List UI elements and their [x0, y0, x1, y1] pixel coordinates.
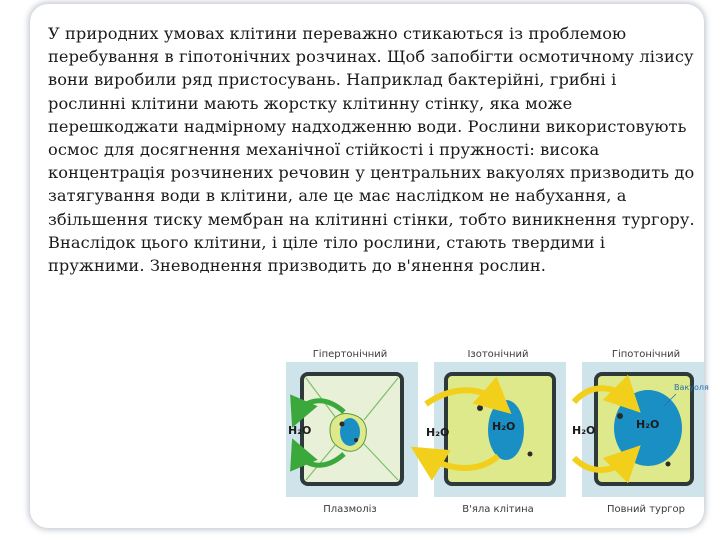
- water-label-cell1: H₂O: [288, 424, 312, 437]
- vacuole-label: Вакуоля: [674, 383, 709, 392]
- cell-hypotonic: [572, 362, 709, 497]
- osmosis-illustration: [284, 344, 709, 522]
- cell-hypertonic: [286, 362, 418, 497]
- water-label-cell2-out: H₂O: [426, 426, 450, 439]
- water-label-cell2-in: H₂O: [492, 420, 516, 433]
- body-paragraph: У природних умовах клітини переважно стикаються із проблемою перебування в гіпотонічних розчинах. Щоб запобігти осмотичному лізису вони виробили ряд пристосувань. Наприклад бактерійні, грибні і рослинні клітини мають жорстку клітинну стінку, яка може перешкоджати надмірному надходженню води. Рослини використовують осмос для досягнення механічної стійкості і пружності: висока концентрація розчинених речовин у центральних вакуолях призводить до затягування води в клітини, але це має наслідком не набухання, а збільшення тиску мембран на клітинні стінки, тобто виникнення тургору. Внаслідок цього клітини, і ціле тіло рослини, стають твердими і пружними. Зневоднення призводить до в'янення рослин.: [48, 24, 695, 276]
- label-flaccid-cell: В'яла клітина: [462, 504, 534, 515]
- water-label-cell3-in: H₂O: [636, 418, 660, 431]
- label-isotonic: Ізотонічний: [467, 349, 529, 360]
- osmosis-figure: [284, 344, 709, 522]
- cell-isotonic: [426, 362, 566, 497]
- water-label-cell3-out: H₂O: [572, 424, 596, 437]
- label-full-turgor: Повний тургор: [606, 504, 686, 515]
- label-hypertonic: Гіпертонічний: [312, 349, 388, 360]
- label-hypotonic: Гіпотонічний: [611, 349, 681, 360]
- label-plasmolysis: Плазмоліз: [323, 504, 377, 515]
